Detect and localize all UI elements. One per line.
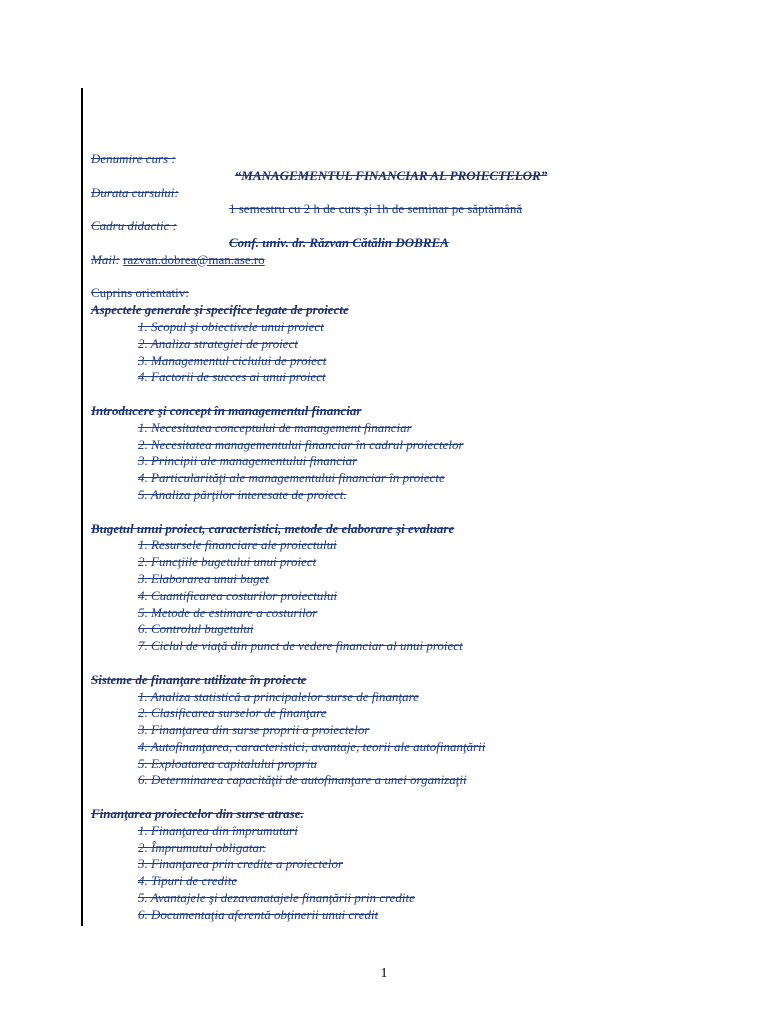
section-item: 7. Ciclul de viaţă din punct de vedere financiar al unui proiect [138, 638, 463, 654]
section-item: 3. Elaborarea unui buget [138, 570, 269, 586]
section-item: 5. Exploatarea capitalului propriu [138, 755, 317, 771]
teacher-row [91, 235, 731, 252]
section-item: 5. Avantajele şi dezavanatajele finanţării prin credite [138, 890, 415, 906]
section-item: 2. Funcţiile bugetului unui proiect [138, 554, 317, 570]
duration-value: 1 semestru cu 2 h de curs şi 1h de seminar pe săptămână [229, 201, 523, 217]
section-item: 3. Finanţarea din surse proprii a proiectelor [138, 722, 370, 738]
section-item: 2. Împrumutul obligatar. [138, 839, 266, 855]
course-title: “MANAGEMENTUL FINANCIAR AL PROIECTELOR” [234, 167, 548, 183]
section-item: 6. Documentaţia aferentă obţinerii unui credit [138, 906, 379, 922]
section-item: 1. Finanţarea din împrumuturi [138, 822, 298, 838]
section-item: 6. Controlul bugetului [138, 621, 254, 637]
teacher-label: Cadru didactic : [91, 218, 177, 234]
section-item: 1. Resursele financiare ale proiectului [138, 537, 337, 553]
section-item: 3. Managementul ciclului de proiect [138, 352, 327, 368]
section-item: 5. Analiza părţilor interesate de proiect. [138, 486, 347, 502]
course-title-row [91, 168, 731, 185]
sections-container [91, 302, 731, 923]
section-item: 4. Factorii de succes ai unui proiect [138, 369, 326, 385]
section-item: 5. Metode de estimare a costurilor [138, 604, 318, 620]
course-label: Denumire curs : [91, 151, 176, 166]
section-item: 1. Analiza statistică a principalelor surse de finanţare [138, 688, 419, 704]
section-item: 6. Determinarea capacităţii de autofinanţare a unei organizaţii [138, 772, 467, 788]
section-item: 4. Particularităţi ale managementului financiar în proiecte [138, 470, 445, 486]
section-item: 2. Clasificarea surselor de finanţare [138, 705, 327, 721]
section-title: Sisteme de finanţare utilizate în proiecte [91, 671, 307, 687]
page-number: 1 [380, 966, 388, 981]
section-item: 2. Necesitatea managementului financiar în cadrul proiectelor [138, 436, 464, 452]
teacher-value: Conf. univ. dr. Răzvan Cătălin DOBREA [229, 234, 449, 250]
section-item: 1. Necesitatea conceptului de management financiar [138, 419, 412, 435]
section-item: 3. Finanţarea prin credite a proiectelor [138, 856, 344, 872]
section-item: 4. Tipuri de credite [138, 873, 238, 889]
section-title: Finanţarea proiectelor din surse atrase. [91, 806, 304, 822]
section-title: Bugetul unui proiect, caracteristici, metode de elaborare şi evaluare [91, 520, 455, 536]
section-item: 1. Scopul şi obiectivele unui proiect [138, 318, 324, 334]
section-item: 3. Principii ale managementului financiar [138, 453, 358, 469]
mail-row [91, 252, 731, 269]
margin-bar [81, 88, 83, 926]
contents-label: Cuprins orientativ: [91, 285, 189, 301]
mail-link[interactable]: razvan.dobrea@man.ase.ro [123, 251, 265, 267]
section-title: Introducere şi concept în managementul financiar [91, 402, 362, 418]
document-body [91, 151, 731, 924]
section-item: 4. Autofinanţarea, caracteristici, avantaje, teorii ale autofinanţării [138, 738, 486, 754]
duration-row [91, 201, 731, 218]
section-item: 2. Analiza strategiei de proiect [138, 335, 298, 351]
section-item: 4. Cuantificarea costurilor proiectului [138, 587, 338, 603]
section-title: Aspectele generale şi specifice legate de proiecte [91, 302, 349, 318]
mail-label: Mail: [91, 251, 120, 267]
duration-label: Durata cursului: [91, 184, 179, 200]
